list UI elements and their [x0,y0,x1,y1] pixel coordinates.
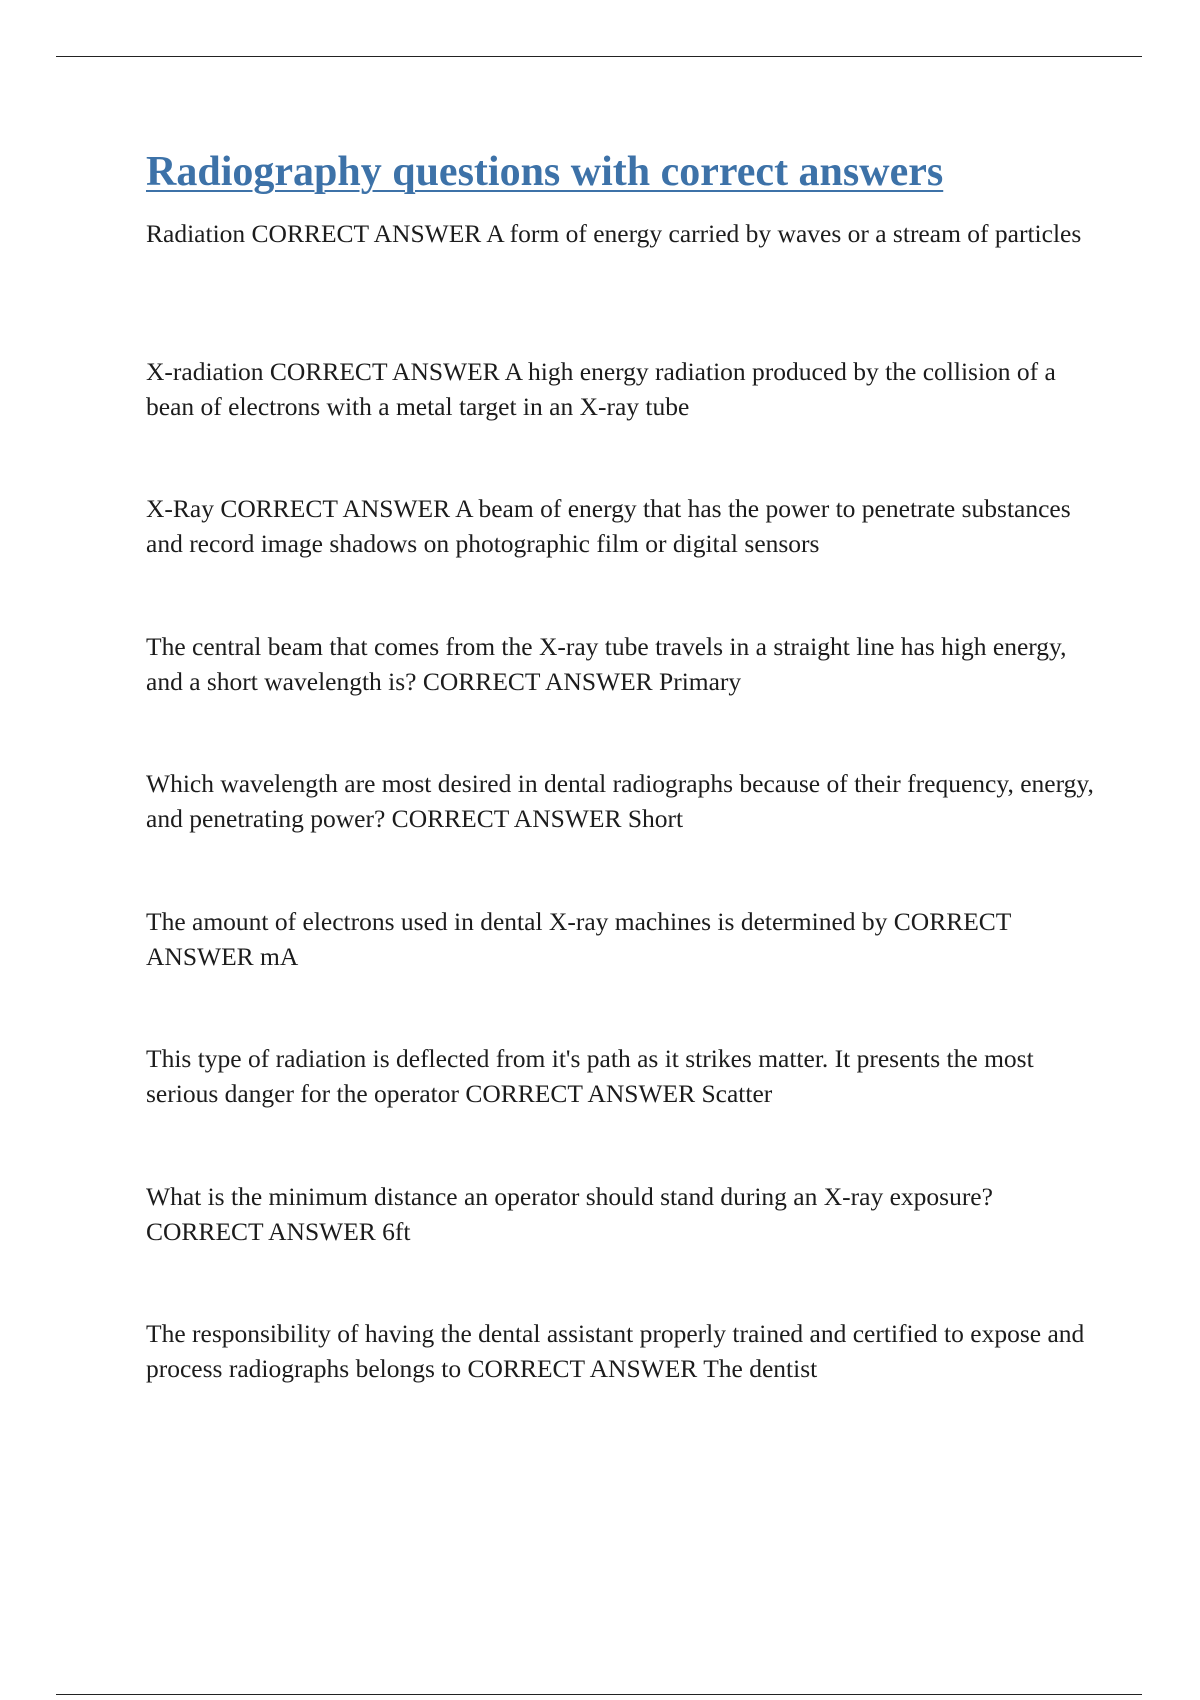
qa-text: The responsibility of having the dental assistant properly trained and certified to expose and process radiographs belongs to CORRECT ANSWER The dentist [146,1319,1085,1383]
qa-item-responsibility [146,1316,1096,1454]
qa-item-x-radiation [146,354,1096,492]
qa-item-x-ray [146,491,1096,629]
qa-item-scatter [146,1041,1096,1179]
qa-text: The amount of electrons used in dental X-ray machines is determined by CORRECT ANSWER mA [146,906,1011,971]
qa-item-minimum-distance [146,1179,1096,1317]
qa-item-central-beam [146,629,1096,767]
qa-text: Which wavelength are most desired in dental radiographs because of their frequency, energy, and penetrating power? CORRECT ANSWER Short [146,769,1094,833]
qa-item-electrons [146,904,1096,1042]
qa-text: X-radiation CORRECT ANSWER A high energy radiation produced by the collision of a bean of electrons with a metal target in an X-ray tube [146,356,1056,421]
qa-item-radiation [146,216,1096,354]
qa-text: The central beam that comes from the X-ray tube travels in a straight line has high energy, and a short wavelength is? CORRECT ANSWER Primary [146,631,1067,696]
qa-text: Radiation CORRECT ANSWER A form of energy carried by waves or a stream of particles [146,219,1082,248]
qa-text: What is the minimum distance an operator should stand during an X-ray exposure? CORRECT ANSWER 6ft [146,1181,993,1246]
header-rule [56,56,1142,57]
qa-item-wavelength [146,766,1096,904]
qa-list [146,216,1096,1454]
document-title: Radiography questions with correct answers [146,149,944,195]
qa-text: X-Ray CORRECT ANSWER A beam of energy that has the power to penetrate substances and record image shadows on photographic film or digital sensors [146,494,1071,558]
qa-text: This type of radiation is deflected from it's path as it strikes matter. It presents the most serious danger for the operator CORRECT ANSWER Scatter [146,1044,1034,1108]
footer-rule [56,1694,1142,1695]
